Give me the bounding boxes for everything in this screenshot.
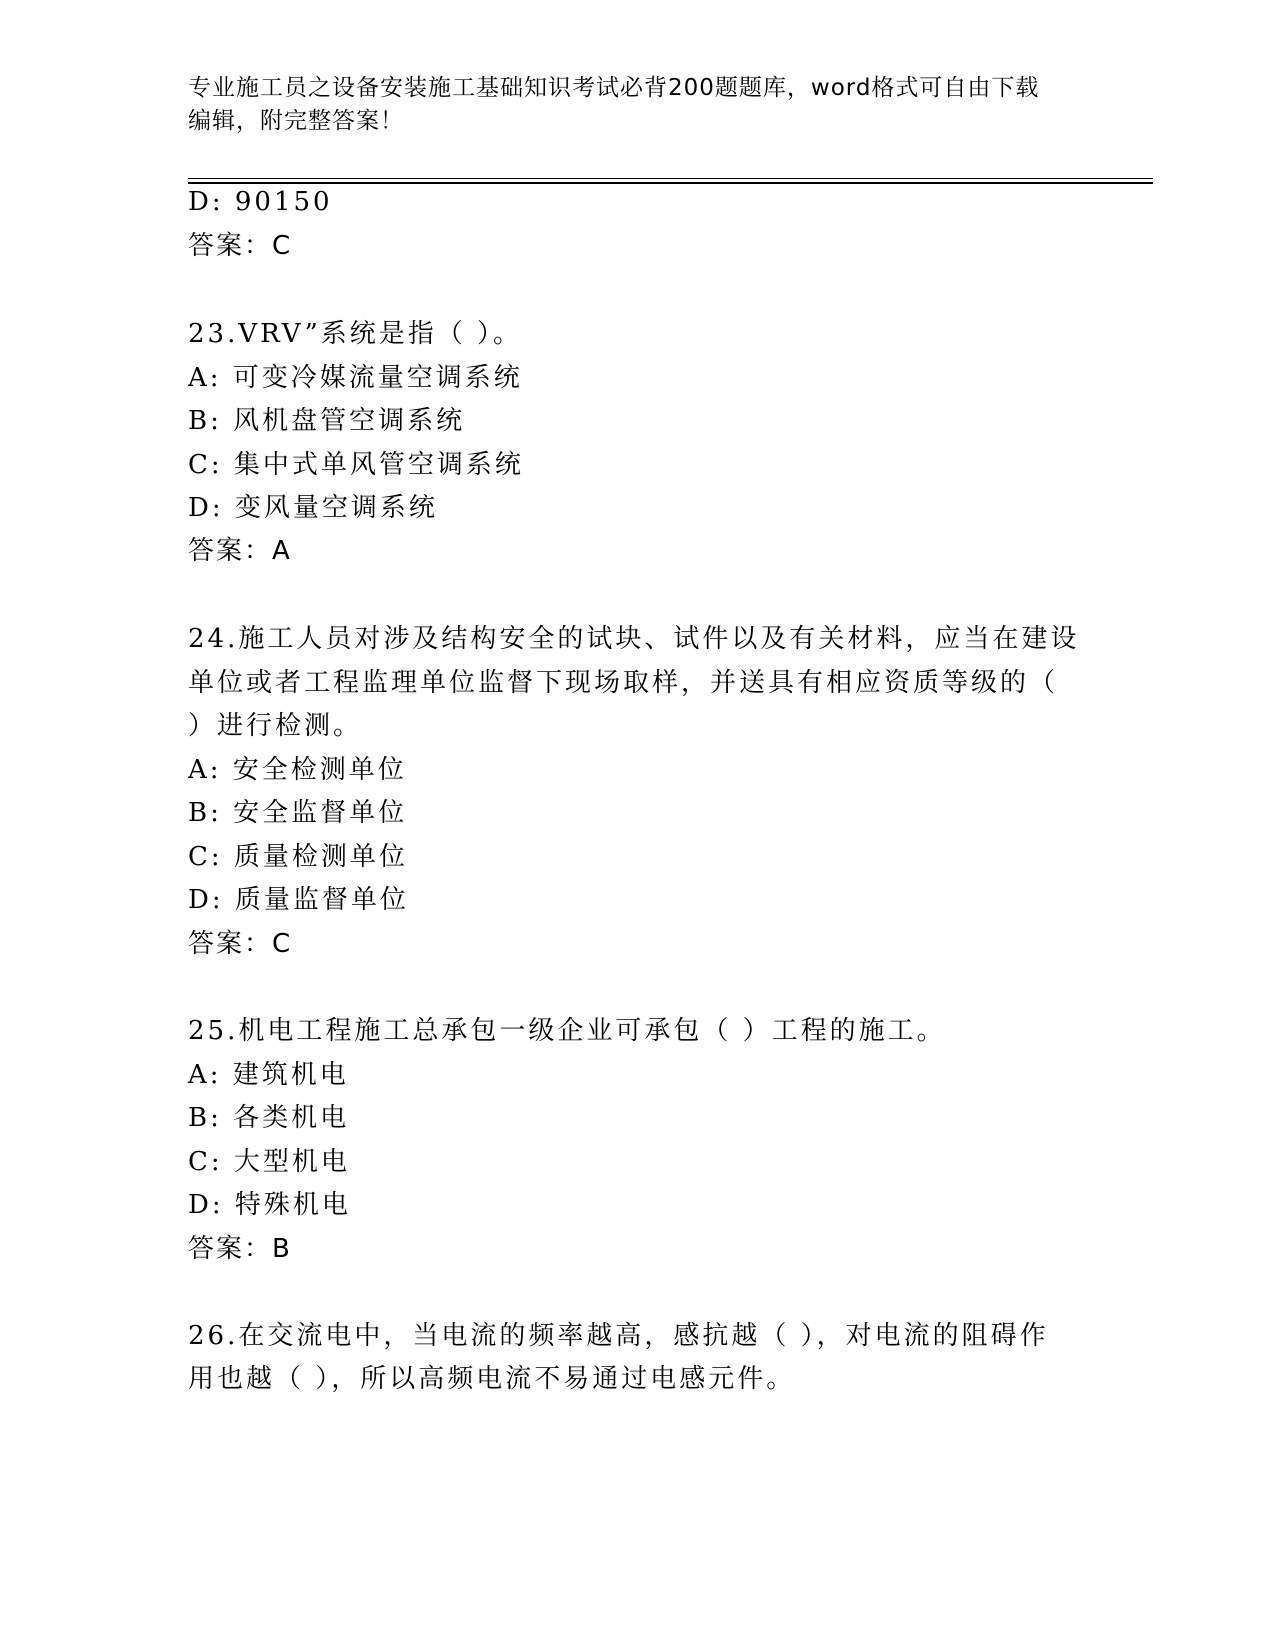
q23-option-c: C: 集中式单风管空调系统 [188, 450, 524, 480]
page-header [188, 72, 1088, 138]
prev-answer: 答案：C [188, 231, 293, 261]
q25-stem: 25.机电工程施工总承包一级企业可承包（ ）工程的施工。 [188, 1016, 946, 1046]
q23-option-b: B: 风机盘管空调系统 [188, 406, 466, 436]
q23-stem: 23.VRV”系统是指（ ）。 [188, 319, 523, 349]
q25-option-c: C: 大型机电 [188, 1147, 350, 1177]
q23-option-a: A: 可变冷媒流量空调系统 [188, 363, 523, 393]
q24-option-b: B: 安全监督单位 [188, 798, 408, 828]
q23-answer: 答案：A [188, 536, 292, 566]
header-line-2: 编辑，附完整答案！ [188, 108, 404, 134]
header-divider-thin [188, 178, 1153, 179]
q26-stem-line-2: 用也越（ ），所以高频电流不易通过电感元件。 [188, 1364, 796, 1394]
q24-stem-line-2: 单位或者工程监理单位监督下现场取样，并送具有相应资质等级的（ [188, 668, 1059, 698]
q25-option-b: B: 各类机电 [188, 1103, 350, 1133]
q25-option-a: A: 建筑机电 [188, 1060, 349, 1090]
header-divider-thick [188, 182, 1153, 184]
q24-option-c: C: 质量检测单位 [188, 842, 408, 872]
prev-option-d: D: 90150 [188, 187, 333, 217]
q24-answer: 答案：C [188, 929, 293, 959]
q25-option-d: D: 特殊机电 [188, 1190, 351, 1220]
q24-stem-line-1: 24.施工人员对涉及结构安全的试块、试件以及有关材料，应当在建设 [188, 624, 1080, 654]
q24-option-d: D: 质量监督单位 [188, 885, 409, 915]
q24-stem-line-3: ）进行检测。 [188, 711, 363, 741]
q26-stem-line-1: 26.在交流电中，当电流的频率越高，感抗越（ ），对电流的阻碍作 [188, 1321, 1049, 1351]
header-line-1: 专业施工员之设备安装施工基础知识考试必背200题题库，word格式可自由下载 [188, 75, 1040, 101]
q24-option-a: A: 安全检测单位 [188, 755, 407, 785]
q25-answer: 答案：B [188, 1234, 292, 1264]
q23-option-d: D: 变风量空调系统 [188, 493, 438, 523]
